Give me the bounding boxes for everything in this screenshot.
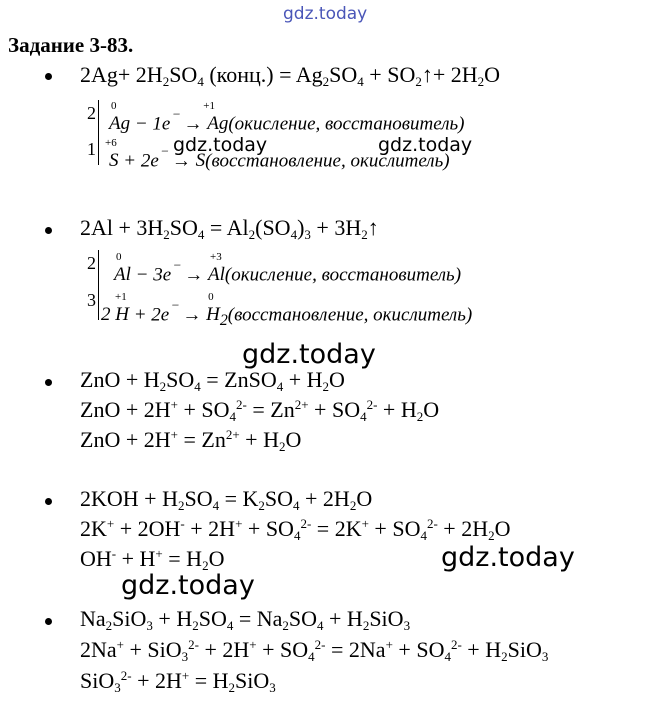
watermark: gdz.today	[242, 339, 376, 370]
electron-balance-coef: 2	[87, 253, 96, 273]
half-reaction-oxidation: 0 Ag − 1e⁻ → +1 Ag(окисление, восстановитель)	[109, 100, 465, 135]
equation-full-ionic: $2Na^+ + SiO_3^{2-} + 2H^+ + SO_4^{2-} = 2Na^+ + SO_4^{2-} + H_2SiO_3$	[80, 637, 549, 664]
oxidation-state: 0	[208, 291, 214, 304]
watermark: gdz.today	[441, 542, 575, 573]
balance-divider	[98, 100, 99, 165]
bullet	[45, 227, 52, 234]
equation-full-ionic: ZnO + $2H^+ + SO_4^{2-} = Zn^{2+} + SO_4^{2-} + H_2O$	[80, 397, 440, 424]
equation-molecular: $2Ag+ 2H_2SO_4$ (конц.) = $Ag_2SO_4$ + $SO_2↑+ 2H_2O$	[80, 62, 501, 89]
watermark-top: gdz.today	[283, 4, 368, 24]
electron-balance-coef: 2	[87, 103, 96, 123]
watermark: gdz.today	[378, 134, 473, 156]
gas-arrow-icon: ↑	[421, 62, 433, 87]
bullet	[45, 379, 52, 386]
oxidation-state: 0	[111, 100, 117, 113]
oxidation-state: +6	[105, 137, 117, 150]
watermark: gdz.today	[121, 570, 255, 601]
electron-balance-coef: 1	[87, 139, 96, 159]
equation-molecular: $2KOH + H_2SO_4 = K_2SO_4 + 2H_2O$	[80, 486, 373, 513]
bullet	[45, 73, 52, 80]
half-reaction-reduction: +6 S + 2e⁻ → S(восстановление, окислитель)	[105, 137, 450, 172]
equation-full-ionic: $2K^+ + 2OH^- + 2H^+ + SO_4^{2-} = 2K^+ + SO_4^{2-} + 2H_2O$	[80, 516, 511, 543]
equation-short-ionic: ZnO + $2H^+ = Zn^{2+} + H_2O$	[80, 427, 302, 454]
bullet	[45, 498, 52, 505]
oxidation-state: +1	[203, 100, 215, 113]
oxidation-state: +3	[210, 251, 222, 264]
equation-short-ionic: $OH^- + H^+ = H_2O$	[80, 546, 225, 573]
electron-balance-coef: 3	[87, 290, 96, 310]
oxidation-state: 0	[116, 251, 122, 264]
page-title: Задание 3-83.	[8, 33, 134, 57]
half-reaction-reduction: +1 2 H + 2e⁻ → 0 $H_2(восстановление$, окислитель)	[101, 291, 473, 330]
equation-short-ionic: $SiO_3^{2-} + 2H^+ = H_2SiO_3$	[80, 668, 276, 695]
half-reaction-oxidation: 0 Al − 3e⁻ → +3 Al(окисление, восстановитель)	[114, 251, 462, 286]
watermark: gdz.today	[173, 134, 268, 156]
bullet	[45, 618, 52, 625]
balance-divider	[98, 250, 99, 320]
equation-molecular: ZnO + $H_2SO_4$ = ZnSO$_4$ + $H_2O$	[80, 367, 345, 394]
oxidation-state: +1	[115, 291, 127, 304]
equation-molecular: $2Al + 3H_2SO_4 = Al_2(SO_4)_3$ + $3H_2↑$	[80, 215, 379, 242]
equation-molecular: $Na_2SiO_3 + H_2SO_4 = Na_2SO_4 + H_2SiO_3$	[80, 606, 411, 633]
